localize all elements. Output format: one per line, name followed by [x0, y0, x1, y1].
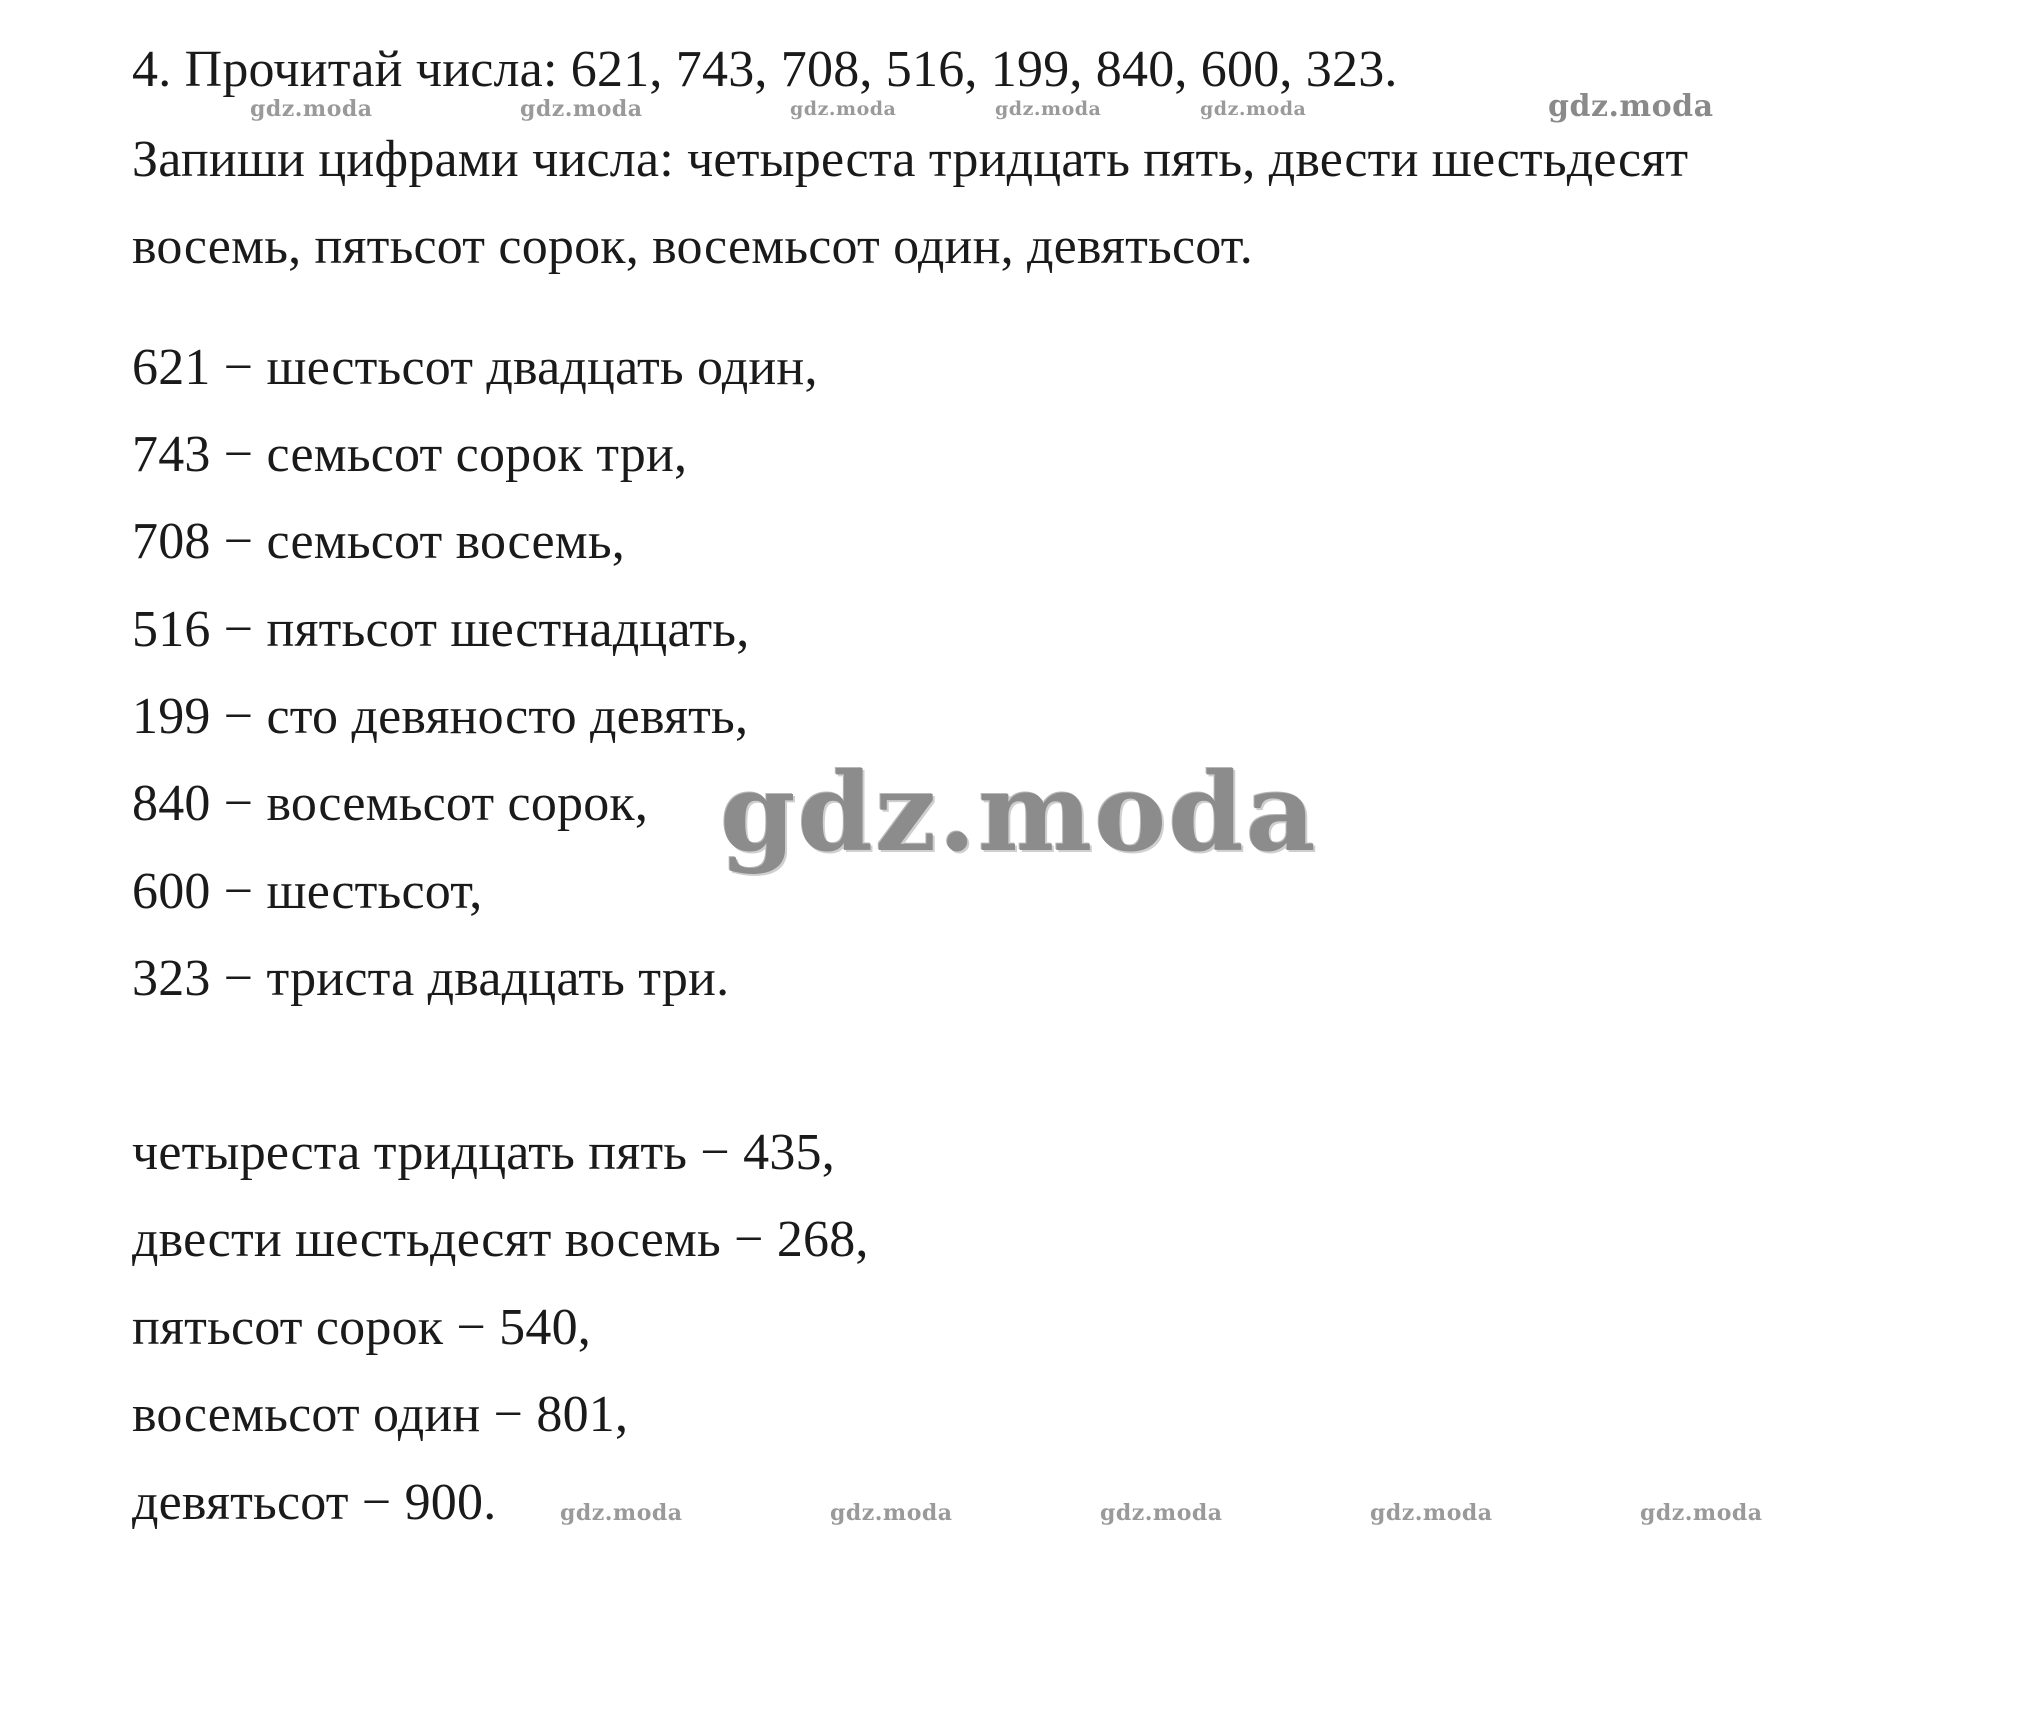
task-instruction-line-2: восемь, пятьсот сорок, восемьсот один, девятьсот. [132, 218, 1253, 275]
answer-write-line: восемьсот один − 801, [132, 1386, 629, 1443]
watermark: gdz.moda [1370, 1500, 1493, 1526]
answer-read-line: 743 − семьсот сорок три, [132, 426, 688, 483]
answer-write-line: пятьсот сорок − 540, [132, 1299, 591, 1356]
watermark: gdz.moda [1200, 98, 1307, 120]
watermark: gdz.moda [1548, 89, 1714, 124]
answer-read-line: 621 − шестьсот двадцать один, [132, 339, 818, 396]
task-instruction-line-1: Запиши цифрами числа: четыреста тридцать пять, двести шестьдесят [132, 131, 1689, 188]
answer-read-line: 840 − восемьсот сорок, [132, 775, 649, 832]
watermark: gdz.moda [830, 1500, 953, 1526]
task-title: 4. Прочитай числа: 621, 743, 708, 516, 199, 840, 600, 323. [132, 41, 1398, 98]
watermark: gdz.moda [560, 1500, 683, 1526]
watermark: gdz.moda [250, 96, 373, 122]
answer-write-line: четыреста тридцать пять − 435, [132, 1124, 835, 1181]
answer-write-line: двести шестьдесят восемь − 268, [132, 1211, 869, 1268]
watermark: gdz.moda [520, 96, 643, 122]
answer-read-line: 516 − пятьсот шестнадцать, [132, 601, 750, 658]
watermark: gdz.moda [995, 98, 1102, 120]
answer-read-line: 600 − шестьсот, [132, 863, 483, 920]
answer-write-line: девятьсот − 900. [132, 1474, 497, 1531]
answer-read-line: 199 − сто девяносто девять, [132, 688, 749, 745]
answer-read-line: 323 − триста двадцать три. [132, 950, 730, 1007]
watermark: gdz.moda [1100, 1500, 1223, 1526]
answer-read-line: 708 − семьсот восемь, [132, 513, 625, 570]
watermark-large: gdz.moda [720, 750, 1318, 876]
watermark: gdz.moda [1640, 1500, 1763, 1526]
watermark: gdz.moda [790, 98, 897, 120]
